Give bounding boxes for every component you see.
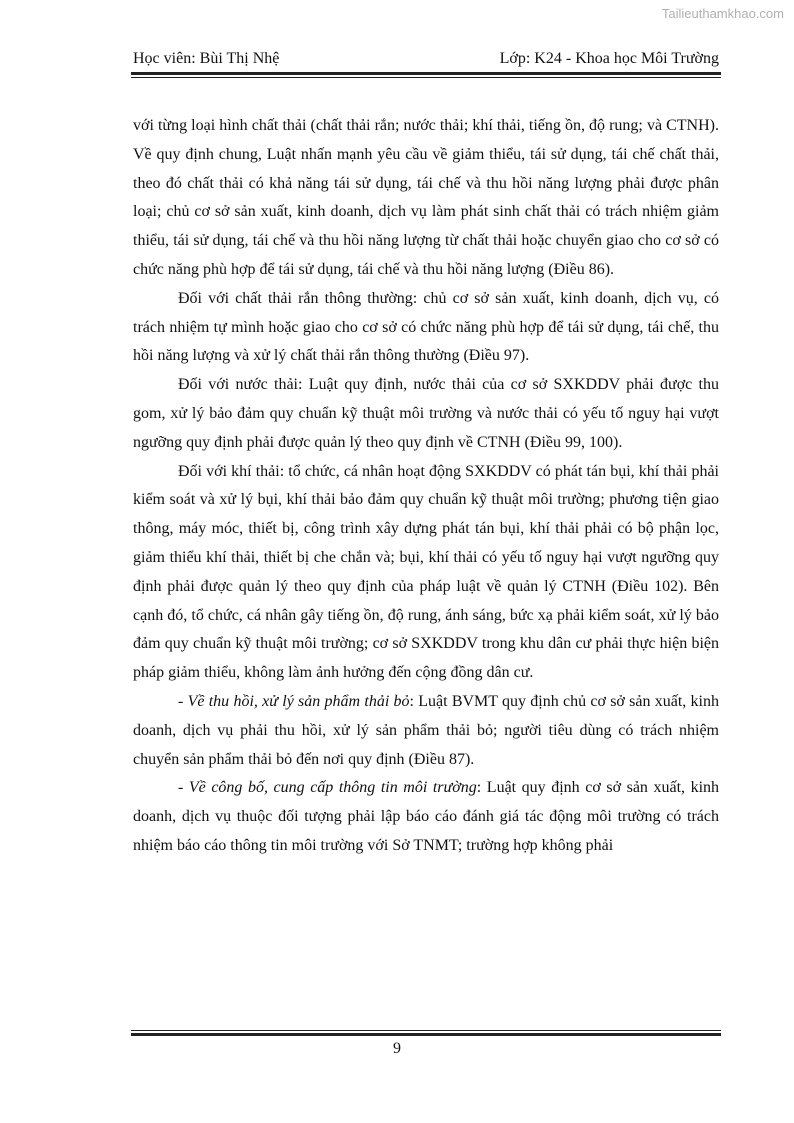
header-rule-thin (131, 77, 721, 78)
header-rule-thick (131, 72, 721, 75)
paragraph-6-text: : Luật quy định cơ sở sản xuất, kinh doanh, dịch vụ thuộc đối tượng phải lập báo cáo đánh giá tác động môi trường có trách nhiệm báo cáo thông tin môi trường với Sở TNMT; trường hợp không phải (133, 779, 720, 854)
paragraph-5-text: : Luật BVMT quy định chủ cơ sở sản xuất, kinh doanh, dịch vụ phải thu hồi, xử lý sản phẩm thải bỏ; người tiêu dùng có trách nhiệm chuyển sản phẩm thải bỏ đến nơi quy định (Điều 87). (133, 692, 719, 768)
header-student: Học viên: Bùi Thị Nhệ (133, 50, 280, 67)
paragraph-1: với từng loại hình chất thải (chất thải rắn; nước thải; khí thải, tiếng ồn, độ rung; và CTNH). Về quy định chung, Luật nhấn mạnh yêu cầu về giảm thiểu, tái sử dụng, tái chế chất thải, theo đó chất thải có khả năng tái sử dụng, tái chế và thu hồi năng lượng phải được phân loại; chủ cơ sở sản xuất, kinh doanh, dịch vụ làm phát sinh chất thải có trách nhiệm giảm thiểu, tái sử dụng, tái chế và thu hồi năng lượng từ chất thải hoặc chuyển giao cho cơ sở có chức năng phù hợp để tái sử dụng, tái chế và thu hồi năng lượng (Điều 86). (133, 117, 719, 278)
paragraph-5-lead: - (178, 692, 188, 710)
footer-rule-thick (131, 1033, 721, 1036)
paragraph-6-lead: - (178, 779, 189, 797)
paragraph-5 (133, 688, 719, 774)
header-class: Lớp: K24 - Khoa học Môi Trường (499, 50, 719, 67)
body-text (133, 112, 719, 861)
paragraph-6 (133, 774, 719, 860)
page-number: 9 (393, 1040, 401, 1057)
paragraph-2: Đối với chất thải rắn thông thường: chủ cơ sở sản xuất, kinh doanh, dịch vụ, có trách nhiệm tự mình hoặc giao cho cơ sở có chức năng phù hợp để tái sử dụng, tái chế, thu hồi năng lượng và xử lý chất thải rắn thông thường (Điều 97). (133, 289, 719, 365)
paragraph-5-heading: Về thu hồi, xử lý sản phẩm thải bỏ (187, 692, 410, 710)
paragraph-3: Đối với nước thải: Luật quy định, nước thải của cơ sở SXKDDV phải được thu gom, xử lý bảo đảm quy chuẩn kỹ thuật môi trường và nước thải có yếu tố nguy hại vượt ngưỡng quy định phải được quản lý theo quy định về CTNH (Điều 99, 100). (133, 376, 719, 451)
paragraph-6-heading: Về công bố, cung cấp thông tin môi trường (188, 779, 477, 797)
watermark: Tailieuthamkhao.com (661, 6, 784, 21)
footer-rule-thin (131, 1030, 721, 1031)
page-header (133, 48, 719, 70)
paragraph-4: Đối với khí thải: tổ chức, cá nhân hoạt động SXKDDV có phát tán bụi, khí thải phải kiểm soát và xử lý bụi, khí thải bảo đảm quy chuẩn kỹ thuật môi trường; phương tiện giao thông, máy móc, thiết bị, công trình xây dựng phát tán bụi, khí thải phải có bộ phận lọc, giảm thiểu khí thải, thiết bị che chắn và; bụi, khí thải có yếu tố nguy hại vượt ngưỡng quy định phải được quản lý theo quy định của pháp luật về quản lý CTNH (Điều 102). Bên cạnh đó, tổ chức, cá nhân gây tiếng ồn, độ rung, ánh sáng, bức xạ phải kiểm soát, xử lý bảo đảm quy chuẩn kỹ thuật môi trường; cơ sở SXKDDV trong khu dân cư phải thực hiện biện pháp giảm thiểu, không làm ảnh hưởng đến cộng đồng dân cư. (133, 462, 719, 682)
